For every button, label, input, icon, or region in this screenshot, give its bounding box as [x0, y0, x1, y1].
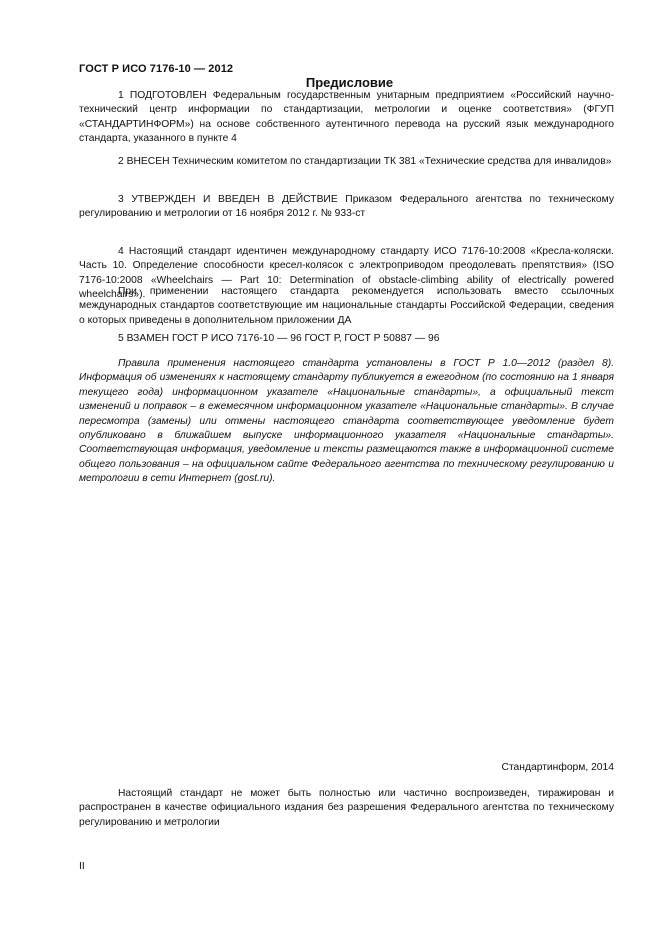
paragraph-6 — [79, 332, 614, 346]
usage-rules-text: Правила применения настоящего стандарта установлены в ГОСТ Р 1.0—2012 (раздел 8). Информация об изменениях к настоящему стандарту публикуется в ежегодном (по состоянию на 1 января текущего года) информационном указателе «Национальные стандарты», а официальный текст изменений и поправок – в ежемесячном информационном указателе «Национальные стандарты». В случае пересмотра (замены) или отмены настоящего стандарта соответствующее уведомление будет опубликовано в ближайшем выпуске информационного указателя «Национальные стандарты». Соответствующая информация, уведомление и тексты размещаются также в информационной системе общего пользования – на официальном сайте Федерального агентства по техническому регулированию и метрологии в сети Интернет (gost.ru). — [79, 358, 614, 485]
paragraph-5-text: При применении настоящего стандарта рекомендуется использовать вместо ссылочных международных стандартов соответствующие им национальные стандарты Российской Федерации, сведения о которых приведены в дополнительном приложении ДА — [79, 286, 614, 326]
usage-rules-paragraph — [79, 357, 614, 487]
title-text: Предисловие — [305, 75, 394, 90]
paragraph-3-text: 3 УТВЕРЖДЕН И ВВЕДЕН В ДЕЙСТВИЕ Приказом Федерального агентства по техническому регулированию и метрологии от 16 ноября 2012 г. № 933-ст — [79, 194, 614, 220]
paragraph-1 — [79, 89, 614, 147]
copyright-notice — [79, 787, 614, 830]
page-number: II — [79, 861, 85, 872]
paragraph-2-text: 2 ВНЕСЕН Техническим комитетом по стандартизации ТК 381 «Технические средства для инвалидов» — [118, 156, 612, 167]
paragraph-4-text: 4 Настоящий стандарт идентичен международному стандарту ИСО 7176-10:2008 «Кресла-коляски. Часть 10. Определение способности кресел-колясок с электроприводом преодолевать препятствия» (ISO 7176-10:2008 «Wheelchairs — Part 10: Determination of obstacle-climbing ability of electrically powered wheelchairs»). — [79, 246, 614, 301]
paragraph-1-text: 1 ПОДГОТОВЛЕН Федеральным государственным унитарным предприятием «Российский научно-технический центр информации по стандартизации, метрологии и оценке соответствия» (ФГУП «СТАНДАРТИНФОРМ») на основе собственного аутентичного перевода на русский язык международного стандарта, указанного в пункте 4 — [79, 90, 614, 145]
publisher-line: Стандартинформ, 2014 — [501, 762, 614, 773]
paragraph-5 — [79, 285, 614, 328]
paragraph-3 — [79, 193, 614, 222]
paragraph-6-text: 5 ВЗАМЕН ГОСТ Р ИСО 7176-10 — 96 ГОСТ Р, ГОСТ Р 50887 — 96 — [118, 333, 440, 344]
page-title — [0, 75, 661, 90]
standard-header: ГОСТ Р ИСО 7176-10 — 2012 — [79, 63, 234, 75]
paragraph-2 — [79, 155, 614, 169]
copyright-notice-text: Настоящий стандарт не может быть полностью или частично воспроизведен, тиражирован и распространен в качестве официального издания без разрешения Федерального агентства по техническому регулированию и метрологии — [79, 788, 614, 828]
